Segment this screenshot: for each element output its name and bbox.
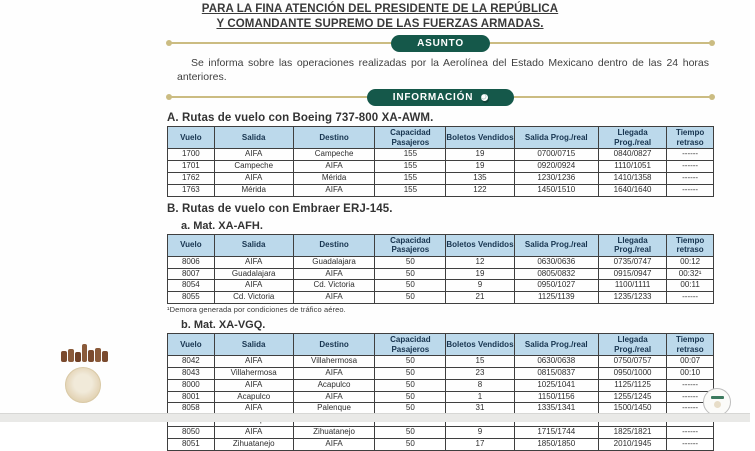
table-cell: 12 [446,256,514,268]
summary-paragraph: Se informa sobre las operaciones realizadas por la Aerolínea del Estado Mexicano dentro de las 24 horas anteriores. [177,57,709,83]
table-cell: 1763 [168,184,215,196]
table-cell: 2010/1945 [598,438,666,450]
table-cell: 1825/1821 [598,427,666,439]
table-cell: ------ [667,173,714,185]
table-cell: 50 [375,403,446,415]
table-cell: 50 [375,438,446,450]
table-cell: 9 [446,280,514,292]
table-cell: Guadalajara [214,268,293,280]
table-cell: Cd. Victoria [293,280,375,292]
table-cell: 31 [446,403,514,415]
table-cell: 1640/1640 [598,184,666,196]
table-row [168,368,714,380]
table-cell: ------ [667,403,714,415]
table-cell: AIFA [293,368,375,380]
document-title [5,2,755,32]
table-cell: 0735/0747 [598,256,666,268]
table-cell: 0950/1000 [598,368,666,380]
table-cell: 00:12 [667,256,714,268]
column-header: Tiempo retraso [667,127,714,149]
column-header: Destino [293,234,375,256]
table-cell: AIFA [293,184,375,196]
table-cell: 50 [375,379,446,391]
table-cell: Campeche [214,161,293,173]
asunto-divider [167,34,714,52]
bottom-strip [0,413,750,422]
informacion-divider [167,88,714,106]
table-cell: Campeche [293,149,375,161]
table-cell: AIFA [214,356,293,368]
table-cell: 1235/1233 [598,292,666,304]
column-header: Salida [214,234,293,256]
informacion-pill [367,89,514,106]
column-header: Capacidad Pasajeros [375,127,446,149]
column-header: Boletos Vendidos [446,127,514,149]
table-cell: 1410/1358 [598,173,666,185]
table-cell: 8006 [168,256,215,268]
section-a-heading: A. Rutas de vuelo con Boeing 737-800 XA-AWM. [167,112,434,125]
table-cell: 1100/1111 [598,280,666,292]
pin-icon [481,94,488,101]
table-cell: 155 [375,173,446,185]
table-cell: 23 [446,368,514,380]
column-header: Capacidad Pasajeros [375,234,446,256]
table-cell: 8043 [168,368,215,380]
table-cell: 0950/1027 [514,280,598,292]
subsection-b-heading: b. Mat. XA-VGQ. [181,319,266,332]
table-cell: AIFA [214,403,293,415]
table-row [168,391,714,403]
table-cell: AIFA [214,280,293,292]
table-cell: Villahermosa [293,356,375,368]
table-row [168,438,714,450]
table-cell: 00:10 [667,368,714,380]
corner-badge-bar [711,396,724,399]
table-cell: AIFA [214,173,293,185]
table-cell: 19 [446,161,514,173]
table-cell: 1025/1041 [514,379,598,391]
column-header: Tiempo retraso [667,334,714,356]
table-cell: 1335/1341 [514,403,598,415]
table-cell: 50 [375,256,446,268]
table-cell: 50 [375,268,446,280]
table-cell: 8007 [168,268,215,280]
table-cell: 0630/0638 [514,356,598,368]
table-cell: 17 [446,438,514,450]
table-cell: 50 [375,292,446,304]
table-row [168,280,714,292]
table-cell: 8051 [168,438,215,450]
circular-seal [65,367,101,403]
table-cell: Mérida [214,184,293,196]
table-cell: 00:07 [667,356,714,368]
divider-line-left [167,42,391,44]
table-cell: 19 [446,268,514,280]
table-cell: ------ [667,161,714,173]
table-cell: 1762 [168,173,215,185]
table-cell: AIFA [293,161,375,173]
column-header: Capacidad Pasajeros [375,334,446,356]
flights-table-boeing [167,126,714,196]
table-row [168,256,714,268]
table-cell: 0750/0757 [598,356,666,368]
column-header: Destino [293,334,375,356]
table-cell: 8 [446,379,514,391]
table-cell: Acapulco [293,379,375,391]
table-cell: 0840/0827 [598,149,666,161]
asunto-label: ASUNTO [417,37,464,49]
table-cell: ------ [667,391,714,403]
table-cell: 0920/0924 [514,161,598,173]
table-cell: AIFA [214,149,293,161]
table-row [168,268,714,280]
divider-line-right [514,96,714,98]
subsection-a-heading: a. Mat. XA-AFH. [181,219,263,232]
table-row [168,161,714,173]
table-cell: 1701 [168,161,215,173]
title-line-1: PARA LA FINA ATENCIÓN DEL PRESIDENTE DE LA REPÚBLICA [201,3,559,15]
divider-line-left [167,96,367,98]
table-cell: 1 [446,391,514,403]
table-cell: ------ [667,379,714,391]
column-header: Salida Prog./real [514,127,598,149]
column-header: Boletos Vendidos [446,234,514,256]
table-cell: 0815/0837 [514,368,598,380]
corner-badge-dot [714,401,721,408]
column-header: Vuelo [168,234,215,256]
table-header-row [168,127,714,149]
table-cell: AIFA [214,256,293,268]
table-cell: ------ [667,184,714,196]
table-cell: 155 [375,184,446,196]
document-content [167,34,714,451]
column-header: Llegada Prog./real [598,334,666,356]
table-cell: 1850/1850 [514,438,598,450]
table-cell: 19 [446,149,514,161]
table-cell: ------ [667,438,714,450]
table-row [168,184,714,196]
table-cell: Zihuatanejo [214,438,293,450]
table-cell: 122 [446,184,514,196]
table-cell: Acapulco [214,391,293,403]
table-cell: ------ [667,149,714,161]
flights-table-embraer-vgq [167,333,714,451]
table-cell: 8042 [168,356,215,368]
column-header: Tiempo retraso [667,234,714,256]
table-header-row [168,234,714,256]
table-cell: Guadalajara [293,256,375,268]
table-cell: 135 [446,173,514,185]
table-row [168,149,714,161]
table-row [168,356,714,368]
table-cell: 8055 [168,292,215,304]
table-cell: Zihuatanejo [293,427,375,439]
table-cell: 8054 [168,280,215,292]
table-cell: 50 [375,280,446,292]
table-cell: 1450/1510 [514,184,598,196]
table-cell: 1110/1051 [598,161,666,173]
table-cell: 00:11 [667,280,714,292]
column-header: Vuelo [168,127,215,149]
gobierno-figures-logo [60,343,112,363]
column-header: Boletos Vendidos [446,334,514,356]
column-header: Llegada Prog./real [598,127,666,149]
column-header: Salida [214,334,293,356]
table-cell: 0915/0947 [598,268,666,280]
table-cell: 1230/1236 [514,173,598,185]
table-cell: AIFA [293,268,375,280]
table-row [168,173,714,185]
corner-badge [703,388,731,416]
title-line-2: Y COMANDANTE SUPREMO DE LAS FUERZAS ARMADAS. [216,17,544,30]
column-header: Llegada Prog./real [598,234,666,256]
column-header: Vuelo [168,334,215,356]
informacion-label: INFORMACIÓN [392,91,474,103]
table-cell: 9 [446,427,514,439]
table-cell: 155 [375,149,446,161]
table-cell: ------ [667,292,714,304]
table-cell: 1150/1156 [514,391,598,403]
table-cell: 00:32¹ [667,268,714,280]
table-cell: 1255/1245 [598,391,666,403]
table-cell: 1125/1125 [598,379,666,391]
table-footnote: ¹Demora generada por condiciones de tráfico aéreo. [167,305,346,315]
table-cell: 50 [375,368,446,380]
table-cell: 50 [375,391,446,403]
column-header: Salida Prog./real [514,334,598,356]
table-cell: 0700/0715 [514,149,598,161]
flights-table-embraer-afh [167,234,714,304]
table-cell: AIFA [293,438,375,450]
table-cell: AIFA [293,391,375,403]
table-cell: ------ [667,427,714,439]
table-cell: Mérida [293,173,375,185]
column-header: Salida [214,127,293,149]
table-cell: 21 [446,292,514,304]
table-cell: 1700 [168,149,215,161]
table-cell: 1500/1450 [598,403,666,415]
table-cell: 1125/1139 [514,292,598,304]
table-cell: 0630/0636 [514,256,598,268]
column-header: Salida Prog./real [514,234,598,256]
asunto-pill [391,35,490,52]
table-cell: 1715/1744 [514,427,598,439]
table-cell: 8058 [168,403,215,415]
table-row [168,427,714,439]
table-cell: 155 [375,161,446,173]
table-cell: AIFA [214,427,293,439]
table-cell: 8050 [168,427,215,439]
table-cell: AIFA [214,379,293,391]
table-cell: 0805/0832 [514,268,598,280]
table-cell: 50 [375,356,446,368]
table-cell: 8000 [168,379,215,391]
divider-line-right [490,42,714,44]
table-row [168,379,714,391]
column-header: Destino [293,127,375,149]
table-cell: Palenque [293,403,375,415]
table-cell: Cd. Victoria [214,292,293,304]
table-cell: 15 [446,356,514,368]
table-header-row [168,334,714,356]
table-cell: 8001 [168,391,215,403]
table-cell: AIFA [293,292,375,304]
table-cell: Villahermosa [214,368,293,380]
table-cell: 50 [375,427,446,439]
section-b-heading: B. Rutas de vuelo con Embraer ERJ-145. [167,202,393,215]
table-row [168,292,714,304]
